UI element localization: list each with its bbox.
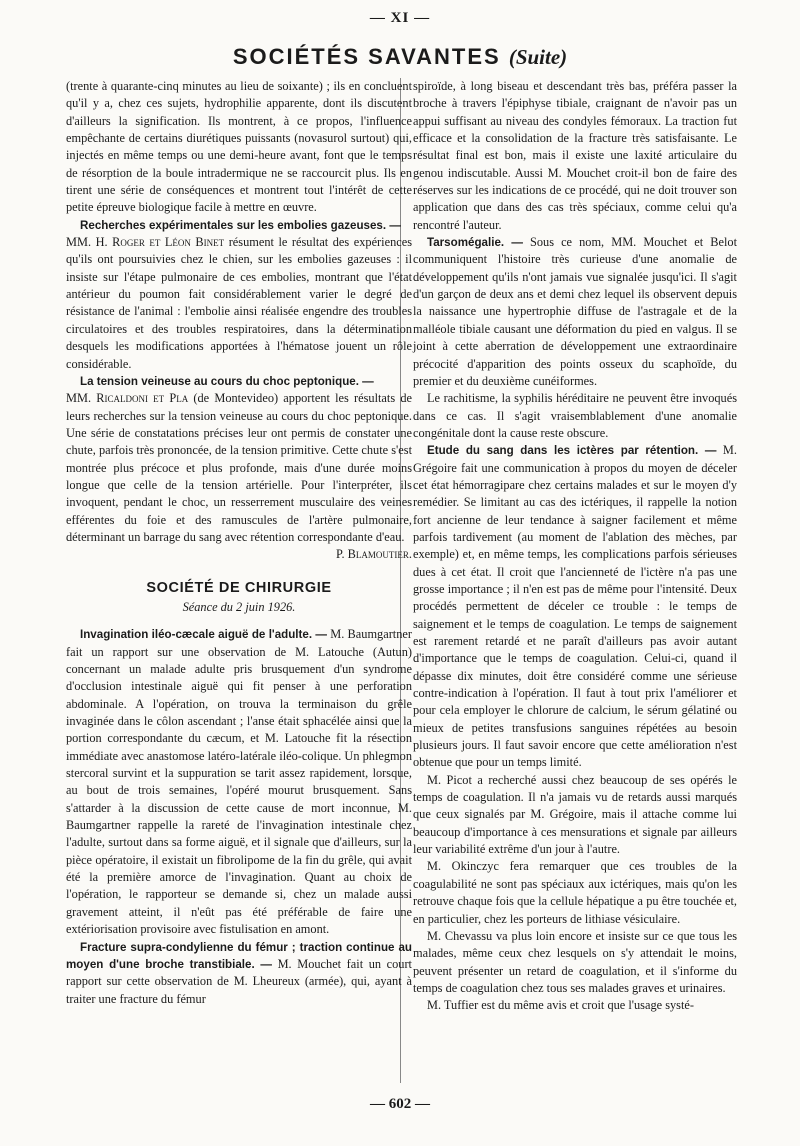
page-number: — 602 — [370,1096,430,1112]
text-tarsomegalie: Sous ce nom, MM. Mouchet et Belot communiquent l'histoire très curieuse d'une anomalie de développement qu'ils n'ont jamais vue signalée jusqu'ici. Il s'agit d'un garçon de deux ans et demi chez lequel ils observent depuis la naissance une hypertrophie diffuse de l'astragale et de la malléole tibiale causant une déformation du pied en valgus. Il se joint à cette aberration de développement une extraordinaire précocité d'apparition des points osseux du scaphoïde, du premier et du deuxième cunéiformes. [413,235,737,388]
paragraph-sang-icteres [413,442,737,772]
paragraph-fracture [66,939,412,1008]
paragraph-picot: M. Picot a recherché aussi chez beaucoup de ses opérés le temps de coagulation. Il n'a jamais vu de retards aussi marqués que ceux signalés par M. Grégoire, mais il attache comme lui beaucoup d'importance à ces mensurations et signale par ailleurs leur variabilité extrême d'un jour à l'autre. [413,772,737,857]
section-title: SOCIÉTÉ DE CHIRURGIE [146,579,332,596]
paragraph-continued: (trente à quarante-cinq minutes au lieu de soixante) ; ils en concluent qu'il y a, chez ces sujets, hydrophilie apparente, dont ils discutent d'ailleurs la signification. Ils montrent, à ce propos, l'influence empêchante de certains diurétiques puissants (novasurol surtout) qui, injectés en même temps ou une demi-heure avant, font que le temps de résorption de la boule intradermique ne se raccourcit plus. Ils en tirent une série de conséquences et montrent tout l'intérêt de cette petite épreuve biologique facile à mettre en œuvre. [66,79,412,215]
page-title [0,44,800,70]
paragraph-invagination [66,626,412,938]
title-suffix: (Suite) [508,45,568,69]
text-invagination: M. Baumgartner fait un rapport sur une observation de M. Latouche (Autun) concernant un malade adulte pris brusquement d'un syndrome d'occlusion intestinale aiguë qui fit penser à une perforation abdominale. A l'opération, on trouva la terminaison du grêle invaginée dans le côlon ascendant ; l'anse était sphacélée ainsi que la portion correspondante du cæcum, et M. Latouche fit la résection immédiate avec anastomose latéro-latérale iléo-colique. Un phlegmon stercoral survint et la suppuration se tarit assez rapidement, lorsque, au bout de trois semaines, l'opéré mourut brusquement. Sans s'attarder à la discussion de cette cause de mort inconnue, M. Baumgartner rappelle la rareté de l'invagination intestinale chez l'adulte, surtout dans sa forme aiguë, et il signale que d'ailleurs, sur la pièce opératoire, il existait un fibrolipome de la fin du grêle, qui avait été la première amorce de l'invagination. Quant au choix de l'opération, le rapporteur se demande si, chez un malade aussi gravement atteint, il n'eût pas été préférable de faire une extériorisation provisoire avec fistulisation en amont. [66,627,412,937]
left-column [66,78,412,1008]
roman-folio: — XI — [369,10,431,26]
paragraph-tuffier: M. Tuffier est du même avis et croit que l'usage systé- [427,998,694,1013]
paragraph-embolies [66,217,412,373]
paragraph-chevassu: M. Chevassu va plus loin encore et insiste sur ce que tous les malades, même ceux chez lesquels on s'y attendait le moins, peuvent présenter un retard de coagulation, et il s'informe du temps de coagulation chez tous ses malades graves et urinaires. [413,928,737,995]
right-column [413,78,737,1015]
text-tension: (de Montevideo) apportent les résultats de leurs recherches sur la tension veineuse au cours du choc peptonique. Une série de constatations précises leur ont permis de constater une chute, parfois très prononcée, de la tension primitive. Cette chute s'est montrée plus précoce et plus profonde, mais d'une durée moins longue que celle de la tension artérielle. Pour l'interpréter, ils invoquent, pendant le choc, un resserrement musculaire des veines efférentes du foie et des ramuscules de l'artère pulmonaire, déterminant un barrage du sang avec rétention correspondante d'eau. [66,391,412,544]
heading-sang-icteres: Etude du sang dans les ictères par rétention. — [427,444,717,458]
paragraph-tarsomegalie [413,234,737,390]
heading-invagination: Invagination iléo-cæcale aiguë de l'adulte. — [80,628,328,642]
signature: P. Blamoutier. [336,547,412,562]
title-main: SOCIÉTÉS SAVANTES [232,44,501,69]
heading-embolies: Recherches expérimentales sur les embolies gazeuses. — [80,218,401,232]
heading-tarsomegalie: Tarsomégalie. — [427,236,523,250]
text-embolies: résument le résultat des expériences qu'ils ont poursuivies chez le chien, sur les embolies gazeuses : il insiste sur l'étape pulmonaire de ces embolies, montrant que l'état antérieur du poumon fait considérablement varier le degré de résistance de l'animal : l'embolie ainsi réalisée engendre des troubles circulatoires et des troubles respiratoires, dans la détermination desquels les modifications apportées à l'hématose jouent un rôle considérable. [66,235,412,371]
paragraph-rachitisme: Le rachitisme, la syphilis héréditaire ne peuvent être invoqués dans ce cas. Il s'agit vraisemblablement d'une anomalie congénitale dont la cause reste obscure. [413,391,737,440]
authors-embolies: MM. H. Roger et Léon Binet [66,235,225,250]
text-sang-icteres: M. Grégoire fait une communication à propos du moyen de déceler cet état hémorragipare chez certains malades et sur le moyen d'y remédier. Se limitant au cas des ictériques, il rappelle la notion fort ancienne de leur tendance à saigner facilement et même parfois tardivement (au moment de l'ablation des mèches, par exemple) et, en même temps, les complications parfois sérieuses dues à cet état. Il croit que l'ancienneté de l'ictère n'a pas une grosse importance ; il n'en est pas de même pour l'intensité. Deux procédés permettent de déceler ce trouble : le temps de saignement et le temps de coagulation. Le temps de saignement est rarement retardé et ne paraît d'ailleurs pas avoir autant d'importance que le temps de coagulation. Celui-ci, quand il dépasse dix minutes, doit être considéré comme une sérieuse contre-indication à l'opération. Il faut à tout prix l'améliorer et pour cela employer le chlorure de calcium, le sérum gélatiné ou mieux de petites transfusions sanguines répétées au besoin plusieurs jours. Il faut savoir encore que cette amélioration n'est obtenue que pour un temps limité. [413,443,737,770]
authors-tension: MM. Ricaldoni et Pla [66,391,189,406]
heading-tension-veineuse: La tension veineuse au cours du choc peptonique. — [80,374,374,388]
paragraph-fracture-continued: spiroïde, à long biseau et descendant très bas, préféra passer la broche à travers l'épiphyse tibiale, craignant de n'avoir pas un appui suffisant au niveau des condyles fémoraux. La traction fut efficace et la consolidation de la fracture très satisfaisante. Le résultat final est bon, mais il existe une laxité articulaire du genou indiscutable. Aussi M. Mouchet croit-il bon de faire des réserves sur les indications de ce procédé, qui ne doit trouver son application que dans des cas très spéciaux, comme celui qu'a rencontré l'auteur. [413,79,737,232]
paragraph-okinczyc: M. Okinczyc fera remarquer que ces troubles de la coagulabilité ne sont pas spéciaux aux ictériques, mais qu'on les retrouve chaque fois que la cellule hépatique a pu être touchée et, en particulier, chez les porteurs de lithiase vésiculaire. [413,859,737,926]
heading-fracture: Fracture supra-condylienne du fémur ; traction continue au moyen d'une broche transtibiale. — [66,940,412,971]
seance-date: Séance du 2 juin 1926. [182,599,296,614]
paragraph-tension-veineuse [66,373,412,546]
text-fracture: M. Mouchet fait un court rapport sur cette observation de M. Lheureux (armée), qui, ayant à traiter une fracture du fémur [66,956,412,1006]
